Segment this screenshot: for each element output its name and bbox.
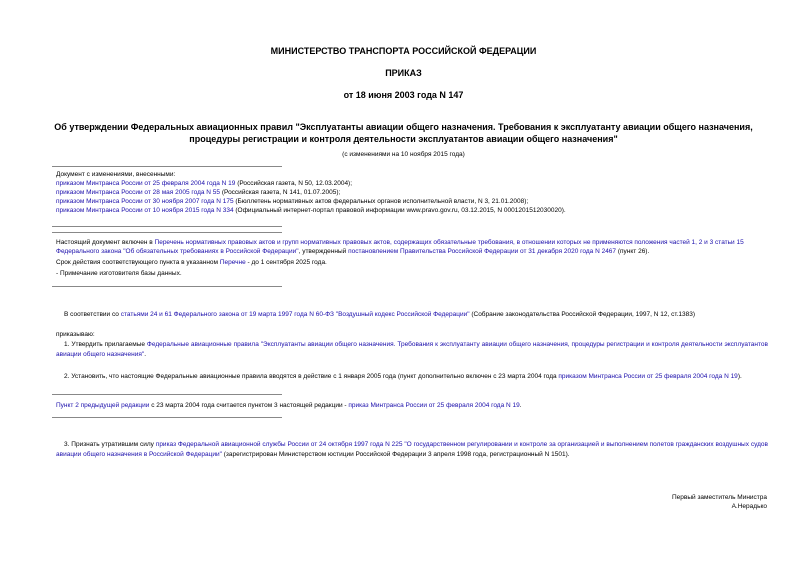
text: 2. Установить, что настоящие Федеральные авиационные правила вводятся в действие с 1 января 2005 года (пункт дополнительно включен с 23 марта 2004 года [64,373,559,380]
perechen-link[interactable]: Перечень нормативных правовых актов и групп нормативных правовых актов, содержащих обязательные требования, в отношении которых не применяются положения частей 1, 2 и 3 статьи 15 Федерального закона "Об обязательных требованиях в Российской Федерации" [56,239,744,255]
change-source: (Официальный интернет-портал правовой информации www.pravo.gov.ru, 03.12.2015, N 0001201512030020). [233,207,566,214]
divider [52,166,282,167]
prikaz-19-link[interactable]: приказом Минтранса России от 25 февраля 2004 года N 19 [558,373,738,380]
change-source: (Российская газета, N 141, 01.07.2005); [220,189,341,196]
signature-block [672,493,767,511]
doc-type-heading: ПРИКАЗ [385,68,422,78]
divider [52,286,282,287]
date-number-heading: от 18 июня 2003 года N 147 [343,90,464,100]
signatory-position: Первый заместитель Министра [671,494,767,501]
text: с 23 марта 2004 года считается пунктом 3 настоящей редакции - [149,402,349,409]
change-item [56,206,771,215]
ministry-heading: МИНИСТЕРСТВО ТРАНСПОРТА РОССИЙСКОЙ ФЕДЕРАЦИИ [270,46,537,56]
text: В соответствии со [64,311,121,318]
text: - до 1 сентября 2025 года. [245,259,327,266]
item-1 [56,340,768,360]
text: (пункт 26). [616,248,650,255]
text: . [519,402,522,409]
text: (зарегистрирован Министерством юстиции Российской Федерации 3 апреля 1998 года, регистрационный N 1501). [221,451,570,458]
change-link[interactable]: приказом Минтранса России от 30 ноября 2007 года N 175 [56,198,234,205]
changes-block [56,170,771,215]
preamble [56,310,768,320]
notice-p1 [56,238,771,256]
changes-intro: Документ с изменениями, внесенными: [56,171,176,178]
document-title [40,121,767,145]
notice-p2 [56,258,771,267]
text: , утвержденный [298,248,349,255]
prikaz-19-link-2[interactable]: приказ Минтранса России от 25 февраля 2004 года N 19 [348,402,520,409]
change-source: (Российская газета, N 50, 12.03.2004); [235,180,353,187]
text: ). [737,373,742,380]
change-item [56,188,771,197]
change-link[interactable]: приказом Минтранса России от 25 февраля 2004 года N 19 [56,180,236,187]
prev-edition-link[interactable]: Пункт 2 предыдущей редакции [56,402,150,409]
divider [52,226,282,227]
change-item [56,179,771,188]
change-link[interactable]: приказом Минтранса России от 28 мая 2005 года N 55 [56,189,221,196]
divider [52,232,282,233]
divider [52,394,282,395]
postanovlenie-link[interactable]: постановлением Правительства Российской Федерации от 31 декабря 2020 года N 2467 [348,248,617,255]
notice-p3: - Примечание изготовителя базы данных. [56,270,182,277]
text: Настоящий документ включен в [56,239,155,246]
text: 1. Утвердить прилагаемые [64,341,147,348]
prev-edition-note [56,401,768,411]
change-link[interactable]: приказом Минтранса России от 10 ноября 2015 года N 334 [56,207,234,214]
text: Срок действия соответствующего пункта в указанном [56,259,220,266]
item-2 [56,372,768,382]
notice-block [56,238,771,278]
text: (Собрание законодательства Российской Федерации, 1997, N 12, ст.1383) [469,311,696,318]
fap-link[interactable]: Федеральные авиационные правила "Эксплуатанты авиации общего назначения. Требования к эксплуатанту авиации общего назначения, процедуры регистрации и контроля деятельности эксплуатантов авиации общего назначения" [56,341,768,358]
title-line-1: Об утверждении Федеральных авиационных правил "Эксплуатанты авиации общего назначения. Требования к эксплуатанту авиации общего назначения, [54,122,753,132]
title-line-2: процедуры регистрации и контроля деятельности эксплуатантов авиации общего назначения" [189,134,618,144]
signatory-name: А.Нерадько [731,503,767,510]
change-source: (Бюллетень нормативных актов федеральных органов исполнительной власти, N 3, 21.01.2008); [233,198,529,205]
prikaz-225-link[interactable]: приказ Федеральной авиационной службы России от 24 октября 1997 года N 225 "О государственном регулировании и контроле за организацией и выполнением полетов гражданских воздушных судов авиации общего назначения в Российской Федерации" [56,441,768,458]
divider [52,417,282,418]
text: . [144,351,147,358]
vozdushny-kodeks-link[interactable]: статьями 24 и 61 Федерального закона от 19 марта 1997 года N 60-ФЗ "Воздушный кодекс Российской Федерации" [120,311,470,318]
change-item [56,197,771,206]
item-3 [56,440,768,460]
edition-note: (с изменениями на 10 ноября 2015 года) [342,151,465,158]
text: 3. Признать утратившим силу [64,441,156,448]
perechen-short-link[interactable]: Перечне [219,259,246,266]
order-word: приказываю: [56,331,95,338]
